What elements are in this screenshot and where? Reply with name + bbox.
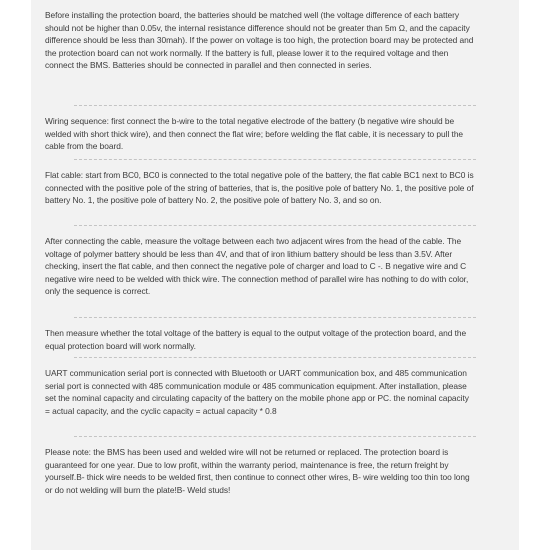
communication-paragraph: UART communication serial port is connected with Bluetooth or UART communication box, and 485 communication serial port is connected with 485 communication module or 485 communication equipment. After installation, please set the nominal capacity and circulating capacity of the battery on the mobile phone app or PC. the nominal capacity = actual capacity, and the cyclic capacity = actual capacity * 0.8	[45, 368, 469, 416]
section-divider	[74, 357, 476, 358]
wiring-sequence-paragraph: Wiring sequence: first connect the b-wire to the total negative electrode of the battery (b negative wire should be welded with short thick wire), and then connect the flat wire; before welding the flat cable, it is necessary to pull the cable from the board.	[45, 116, 464, 152]
flat-cable-paragraph: Flat cable: start from BC0, BC0 is connected to the total negative pole of the battery, the flat cable BC1 next to BC0 is connected with the positive pole of the string of batteries, that is, the positive pole of battery No. 1, the positive pole of battery No. 1, the positive pole of battery No. 2, the positive pole of battery No. 3, and so on.	[45, 170, 474, 206]
warranty-notice-paragraph: Please note: the BMS has been used and welded wire will not be returned or replaced. The protection board is guaranteed for one year. Due to low profit, within the warranty period, maintenance is free, the return freight by yourself.B- thick wire needs to be welded first, then continue to connect other wires, B- wire welding too thin too long or do not welding will burn the plate!B- Weld studs!	[45, 447, 470, 495]
section-divider	[74, 225, 476, 226]
total-voltage-paragraph: Then measure whether the total voltage of the battery is equal to the output voltage of the protection board, and the equal protection board will work normally.	[45, 328, 467, 351]
installation-notes-paragraph: Before installing the protection board, the batteries should be matched well (the voltage difference of each battery should not be higher than 0.05v, the internal resistance difference should not be greater than 5m Ω, and the capacity difference should be less than 30mah). If the power on voltage is too high, the protection board may be protected and the protection board can not work normally. If the battery is full, please lower it to the required voltage and then connect the BMS. Batteries should be connected in parallel and then connected in series.	[45, 10, 474, 71]
section-divider	[74, 159, 476, 160]
section-divider	[74, 317, 476, 318]
voltage-check-paragraph: After connecting the cable, measure the voltage between each two adjacent wires from the head of the cable. The voltage of polymer battery should be less than 4V, and that of iron lithium battery should be less than 3.5V. After checking, insert the flat cable, and then connect the negative pole of charger and load to C -. B negative wire and C negative wire need to be welded with thick wire. The connection method of parallel wire has nothing to do with color, only the sequence is correct.	[45, 236, 469, 297]
section-divider	[74, 436, 476, 437]
section-divider	[74, 105, 476, 106]
